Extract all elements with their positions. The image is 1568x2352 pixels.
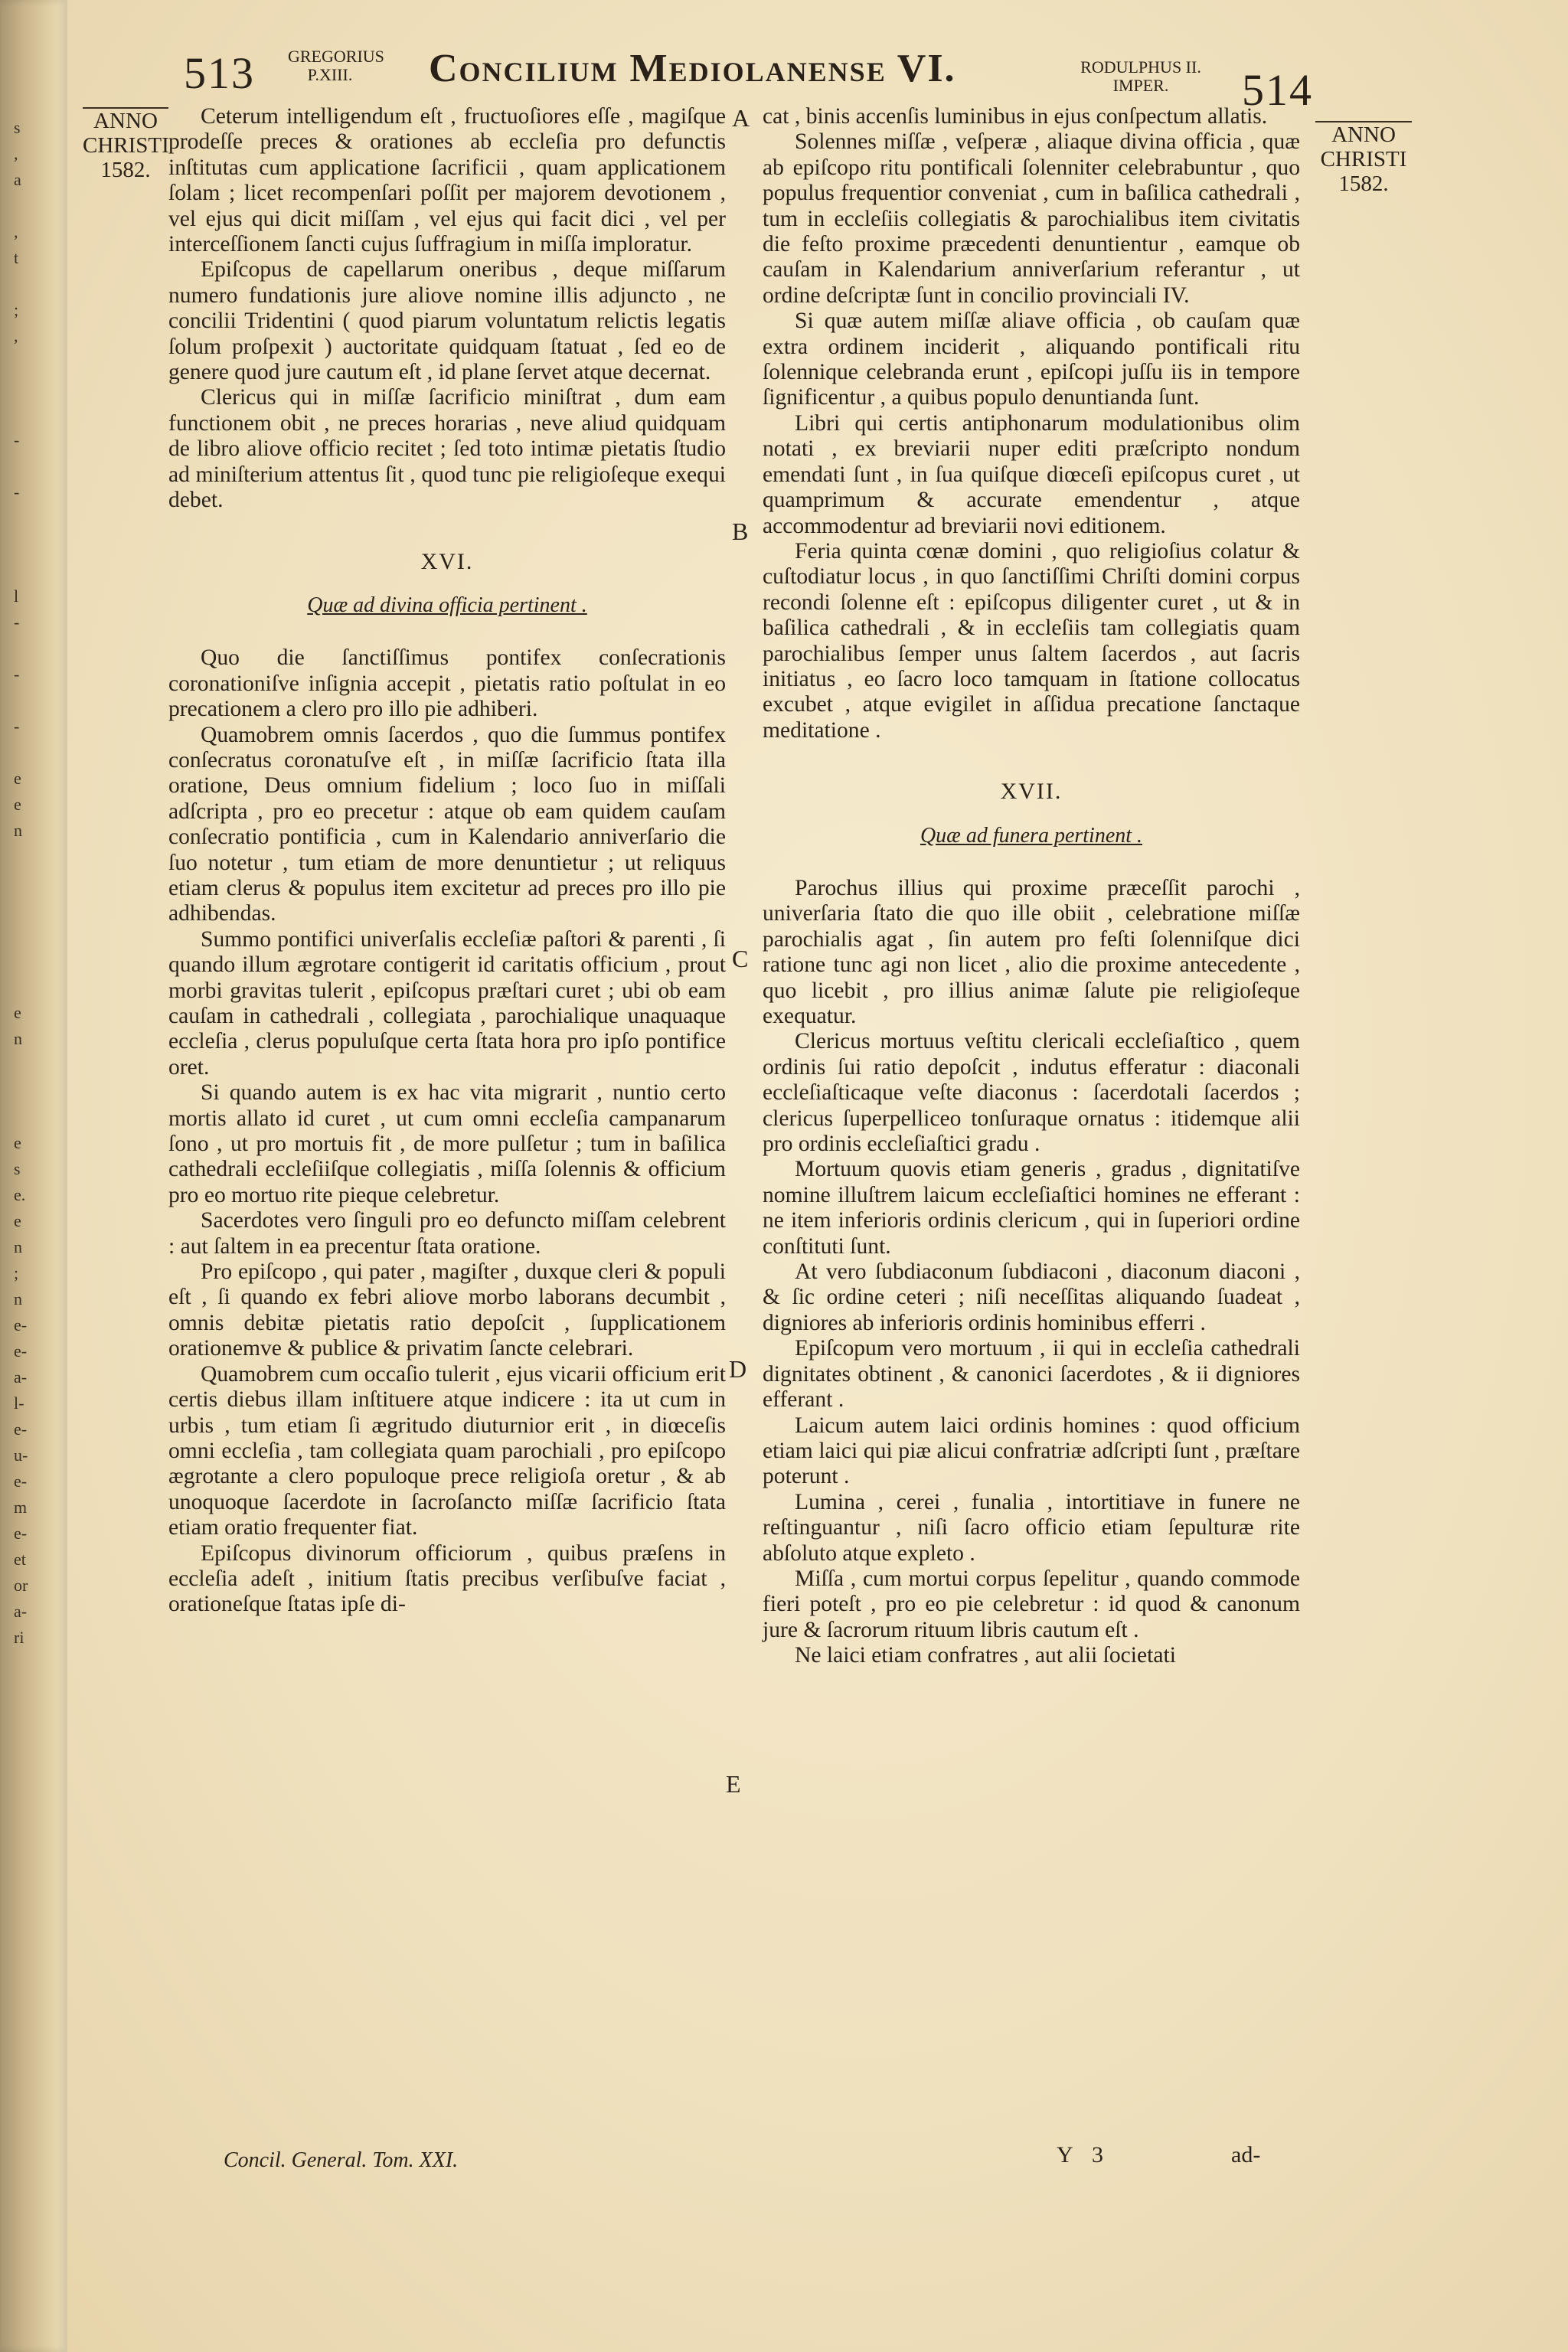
- paragraph: Ceterum intelligendum eſt , fructuoſiores eſſe , magiſque prodeſſe preces & orationes ab eccleſia pro defunctis inſtitutas cum applicatione ſacrificii , quam applicationem ſolam ; licet recompenſari poſſit per majorem devotionem , vel ejus qui dicit miſſam , vel ejus qui facit dici , vel per interceſſionem ſancti cujus ſuffragium in miſſa imploratur.: [168, 104, 726, 257]
- section-number: XVII.: [1000, 779, 1063, 805]
- paragraph: Si quæ autem miſſæ aliave officia , ob cauſam quæ extra ordinem inciderit , aliquando pontificali ritu ſolennique celebranda erunt , epiſcopi juſſu iis in tempore ſignificentur , a quibus populo denuntianda ſunt.: [763, 309, 1300, 410]
- paragraph: Libri qui certis antiphonarum modulationibus olim notati , ex breviarii nuper editi præſcripto nondum emendati ſunt , in ſua quiſque diœceſi epiſcopus curet , ut quamprimum & accurate emendentur , atque accommodentur ad breviarii novi editionem.: [763, 410, 1300, 538]
- paragraph: cat , binis accenſis luminibus in ejus conſpectum allatis.: [763, 104, 1268, 129]
- gutter-text-fragments: s , a , t ; , - - l - - - e e n e n e s e. e n ; n e- e- a- l- e- u- e- m e- et or a- ri: [14, 118, 28, 1647]
- signature-mark: Y 3: [1057, 2142, 1104, 2167]
- paragraph: Solennes miſſæ , veſperæ , aliaque divina officia , quæ ab epiſcopo ritu pontificali ſolenniter celebrabuntur , quo populus frequentior conveniat , cum in baſilica cathedrali , tum in eccleſiis collegiatis & parochialibus item civitatis die feſto proxime præcedenti denuntientur , eamque ob cauſam in Kalendarium anniverſarium referantur , ut ordine deſcriptæ ſunt in concilio provinciali IV.: [763, 129, 1300, 308]
- page-title: Concilium Mediolanense VI.: [429, 47, 956, 90]
- paragraph: Feria quinta cœnæ domini , quo religioſius colatur & cuſtodiatur locus , in quo ſanctiſſimi Chriſti domini corpus recondi ſolenne eſt : epiſcopus diligenter curet , ut & in baſilica cathedrali , & in eccleſiis tam collegiatis quam parochialibus ſemper unus ſaltem ſacerdos , aut ſacris initiatus , eo ſacro loco tamquam in ſtatione collocatus excubet , atque evigilet in aſſidua precatione ſanctaque meditatione .: [763, 538, 1300, 743]
- paragraph: At vero ſubdiaconum ſubdiaconi , diaconum diaconi , & ſic ordine ceteri ; niſi neceſſitas aliquando ſuadeat , digniores ab inferioris ordinis hominibus efferri .: [763, 1259, 1300, 1335]
- section-letter-d: D: [729, 1355, 747, 1383]
- paragraph: Laicum autem laici ordinis homines : quod officium etiam laici qui piæ alicui confratriæ adſcripti ſunt , præſtare poterunt .: [763, 1413, 1300, 1489]
- page-number-right: 514: [1242, 65, 1313, 115]
- margin-year-right: [1315, 121, 1412, 196]
- page-number-left: 513: [184, 48, 255, 98]
- pope-number: P.XIII.: [307, 65, 353, 84]
- paragraph: Epiſcopus divinorum officiorum , quibus præſens in eccleſia adeſt , initium ſtatis precibus verſibuſve faciat , orationeſque ſtatas ipſe di-: [168, 1540, 726, 1617]
- section-number: XVI.: [420, 548, 474, 574]
- margin-year-left: [83, 107, 168, 182]
- paragraph: Si quando autem is ex hac vita migrarit , nuntio certo mortis allato id curet , ut cum omni eccleſia campanarum ſono , ut pro mortuis fit , de more pulſetur ; tum in baſilica cathedrali eccleſiiſque collegiatis , miſſa ſolennis & officium pro eo mortuo rite pieque celebretur.: [168, 1080, 726, 1207]
- running-head-emperor: [1064, 58, 1217, 95]
- christi-label: CHRISTI: [83, 133, 169, 158]
- paragraph: Quamobrem cum occaſio tulerit , ejus vicarii officium erit certis diebus illam inſtituere atque indicere : ita ut cum in urbis , tum etiam ſi ægritudo diuturnior erit , in diœceſis omni eccleſia , tam collegiata quam parochiali , pro epiſcopo ægrotante a clero populoque prece religioſa oretur , & ab unoquoque ſacerdote in ſacroſancto miſſæ ſacrificio ſtata etiam oratio frequenter fiat.: [168, 1361, 726, 1540]
- running-head-pope: [288, 47, 384, 84]
- paragraph: Ne laici etiam confratres , aut alii ſocietati: [795, 1643, 1176, 1668]
- anno-label: ANNO: [1315, 121, 1412, 147]
- paragraph: Quamobrem omnis ſacerdos , quo die ſummus pontifex conſecratus coronatuſve eſt , in miſſæ ſacrificio ſtata illa oratione, Deus omnium fidelium ; loco ſuo in miſſali adſcripta , pro eo precetur : atque ob eam quidem cauſam conſecratio pontificia , cum in Kalendario anniverſario die ſuo notetur , tum etiam de more denuntietur ; ut reliquus etiam clerus & populus item excitetur ad preces pro illo pie adhibendas.: [168, 722, 726, 926]
- paragraph: Clericus qui in miſſæ ſacrificio miniſtrat , dum eam functionem obit , ne preces horarias , neve aliud quidquam de libro aliove officio recitet ; ſed toto intimæ pietatis ſtudio ad miniſterium attentus ſit , quod tunc pie religioſeque exequi debet.: [168, 385, 726, 513]
- pope-name: GREGORIUS: [288, 47, 384, 66]
- paragraph: Clericus mortuus veſtitu clericali eccleſiaſtico , quem ordinis ſui ratio depoſcit , indutus efferatur : diaconali eccleſiaſticaque veſte diaconus : ſacerdotali ſacerdos ; clericus ſuperpelliceo tonſuraque ornatus : itidemque alii pro ordinis eccleſiaſtici gradu .: [763, 1029, 1300, 1157]
- left-column: [168, 104, 726, 1618]
- paragraph: Epiſcopum vero mortuum , ii qui in eccleſia cathedrali dignitates obtinent , & canonici ſacerdotes , & ii digniores efferant .: [763, 1336, 1300, 1413]
- paragraph: Mortuum quovis etiam generis , gradus , dignitatiſve nomine illuſtrem laicum eccleſiaſtici homines ne efferant : ne item inferioris ordinis clericum , qui in ſuperiori ordine conſtituti ſunt.: [763, 1157, 1300, 1259]
- section-letter-c: C: [732, 945, 749, 972]
- section-letter-e: E: [726, 1770, 741, 1798]
- section-heading-text: Quæ ad funera pertinent .: [920, 823, 1143, 848]
- paragraph: Pro epiſcopo , qui pater , magiſter , duxque cleri & populi eſt , ſi quando ex febri aliove morbo laborans decumbit , omnis debitæ pietatis ratio depoſcit , ſupplicationem orationemve & publice & privatim ſancte celebrari.: [168, 1259, 726, 1361]
- year-label: 1582.: [100, 158, 151, 182]
- paragraph: Lumina , cerei , funalia , intortitiave in funere ne reſtinguantur , niſi ſacro officio etiam ſepulturæ rite abſoluto atque expleto .: [763, 1489, 1300, 1566]
- anno-label: ANNO: [83, 107, 168, 133]
- section-letter-a: A: [732, 104, 750, 132]
- section-heading-text: Quæ ad divina officia pertinent .: [307, 593, 587, 617]
- paragraph: Summo pontifici univerſalis eccleſiæ paſtori & parenti , ſi quando illum ægrotare contigerit id caritatis officium , prout morbi gravitas tulerit , epiſcopus præſtari curet ; ubi ob eam cauſam in cathedrali , collegiata , parochialique unaquaque eccleſia , clerus populuſque certa ſtata hora pro ipſo pontifice oret.: [168, 926, 726, 1080]
- emperor-title: IMPER.: [1112, 76, 1169, 95]
- paragraph: Parochus illius qui proxime præceſſit parochi , univerſaria ſtato die quo ille obiit , celebratione miſſæ parochialis agat , ſin autem pro feſti ſolenniſque dici ratione tunc agi non licet , alio die proxime antecedente , quo licebit , pro illius animæ ſalute pie religioſeque exequatur.: [763, 875, 1300, 1028]
- section-heading: [168, 593, 726, 618]
- emperor-name: RODULPHUS II.: [1080, 57, 1201, 77]
- section-heading: [763, 823, 1300, 848]
- paragraph: Miſſa , cum mortui corpus ſepelitur , quando commode fieri poteſt , pro eo pie celebretur : id quod & canonum jure & ſacrorum rituum libris cautum eſt .: [763, 1566, 1300, 1642]
- paragraph: Quo die ſanctiſſimus pontifex conſecrationis coronationiſve inſignia accepit , pietatis ratio poſtulat in eo precationem a clero pro illo pie adhiberi.: [168, 645, 726, 722]
- catchword: ad-: [1231, 2142, 1261, 2167]
- binding-gutter: [0, 0, 67, 2352]
- footer-source: Concil. General. Tom. XXI.: [224, 2148, 459, 2172]
- christi-label: CHRISTI: [1320, 147, 1407, 172]
- section-letter-b: B: [732, 518, 749, 545]
- paragraph: Sacerdotes vero ſinguli pro eo defuncto miſſam celebrent : aut ſaltem in ea precentur ſtata oratione.: [168, 1208, 726, 1259]
- paragraph: Epiſcopus de capellarum oneribus , deque miſſarum numero fundationis jure aliove nomine illis adjuncto , ne concilii Tridentini ( quod piarum voluntatum relictis legatis ſolum proſpexit ) auctoritate quidquam ſtatuat , ſed eo de genere quod jure cautum eſt , id plane ſervet atque decernat.: [168, 257, 726, 385]
- right-column: [763, 104, 1300, 1669]
- year-label: 1582.: [1338, 172, 1389, 196]
